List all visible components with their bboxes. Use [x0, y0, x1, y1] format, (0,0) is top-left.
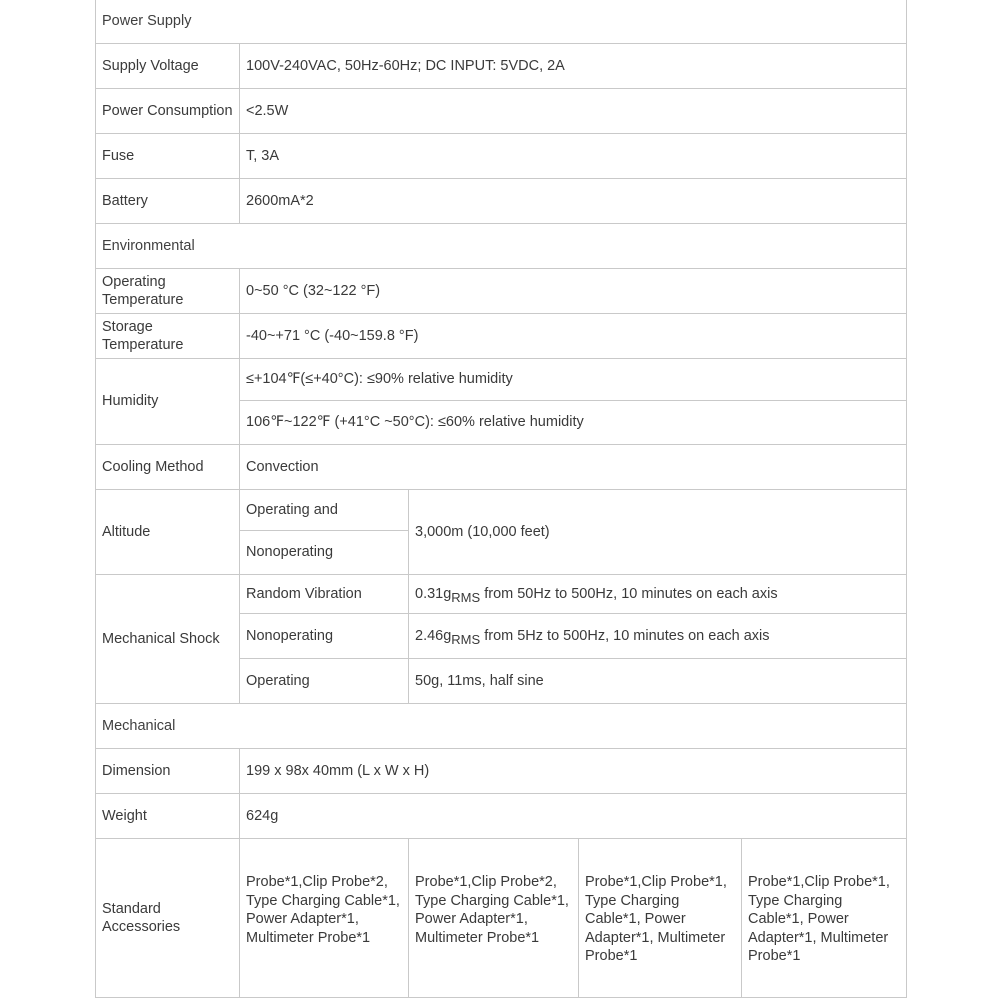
section-row-environmental — [96, 224, 907, 269]
label-cooling-method: Cooling Method — [96, 445, 240, 490]
label-battery: Battery — [96, 179, 240, 224]
value-fuse: T, 3A — [240, 134, 907, 179]
value-cooling-method: Convection — [240, 445, 907, 490]
label-weight: Weight — [96, 794, 240, 839]
value-nonoperating-post: from 5Hz to 500Hz, 10 minutes on each axis — [480, 627, 770, 644]
label-storage-temperature: Storage Temperature — [96, 314, 240, 359]
value-random-vibration — [409, 575, 907, 614]
value-random-vibration-rms: RMS — [451, 589, 481, 605]
value-humidity-2: 106℉~122℉ (+41°C ~50°C): ≤60% relative humidity — [240, 401, 907, 445]
sublabel-altitude-nonoperating: Nonoperating — [240, 531, 409, 575]
section-heading-power-supply: Power Supply — [96, 0, 907, 44]
label-fuse: Fuse — [96, 134, 240, 179]
spec-row-dimension — [96, 749, 907, 794]
value-operating-temperature: 0~50 °C (32~122 °F) — [240, 269, 907, 314]
spec-row-power-consumption — [96, 89, 907, 134]
spec-row-storage-temperature — [96, 314, 907, 359]
spec-row-humidity — [96, 359, 907, 401]
spec-row-altitude — [96, 490, 907, 531]
value-accessories-2: Probe*1,Clip Probe*2, Type Charging Cable*1, Power Adapter*1, Multimeter Probe*1 — [409, 839, 579, 998]
spec-row-random-vibration — [96, 575, 907, 614]
value-operating-shock: 50g, 11ms, half sine — [409, 659, 907, 704]
value-storage-temperature: -40~+71 °C (-40~159.8 °F) — [240, 314, 907, 359]
label-supply-voltage: Supply Voltage — [96, 44, 240, 89]
value-random-vibration-post: from 50Hz to 500Hz, 10 minutes on each axis — [480, 585, 778, 602]
label-power-consumption: Power Consumption — [96, 89, 240, 134]
spec-row-fuse — [96, 134, 907, 179]
value-nonoperating-pre: 2.46g — [415, 627, 452, 644]
value-dimension: 199 x 98x 40mm (L x W x H) — [240, 749, 907, 794]
section-heading-mechanical: Mechanical — [96, 704, 907, 749]
value-nonoperating-shock — [409, 614, 907, 659]
spec-row-battery — [96, 179, 907, 224]
value-random-vibration-pre: 0.31g — [415, 585, 452, 602]
sublabel-random-vibration: Random Vibration — [240, 575, 409, 614]
spec-row-supply-voltage — [96, 44, 907, 89]
sublabel-operating: Operating — [240, 659, 409, 704]
spec-row-cooling-method — [96, 445, 907, 490]
value-battery: 2600mA*2 — [240, 179, 907, 224]
label-mechanical-shock: Mechanical Shock — [96, 575, 240, 704]
value-nonoperating-rms: RMS — [451, 631, 481, 647]
value-humidity-1: ≤+104℉(≤+40°C): ≤90% relative humidity — [240, 359, 907, 401]
section-heading-environmental: Environmental — [96, 224, 907, 269]
value-accessories-3: Probe*1,Clip Probe*1, Type Charging Cable*1, Power Adapter*1, Multimeter Probe*1 — [579, 839, 742, 998]
value-power-consumption: <2.5W — [240, 89, 907, 134]
value-altitude: 3,000m (10,000 feet) — [409, 490, 907, 575]
sublabel-altitude-operating: Operating and — [240, 490, 409, 531]
spec-row-weight — [96, 794, 907, 839]
specifications-table — [95, 0, 907, 998]
value-weight: 624g — [240, 794, 907, 839]
label-dimension: Dimension — [96, 749, 240, 794]
sublabel-nonoperating: Nonoperating — [240, 614, 409, 659]
value-accessories-4: Probe*1,Clip Probe*1, Type Charging Cable*1, Power Adapter*1, Multimeter Probe*1 — [742, 839, 907, 998]
spec-row-operating-temperature — [96, 269, 907, 314]
section-row-mechanical — [96, 704, 907, 749]
label-standard-accessories: Standard Accessories — [96, 839, 240, 998]
value-accessories-1: Probe*1,Clip Probe*2, Type Charging Cable*1, Power Adapter*1, Multimeter Probe*1 — [240, 839, 409, 998]
section-row-power-supply — [96, 0, 907, 44]
label-humidity: Humidity — [96, 359, 240, 445]
spec-row-standard-accessories — [96, 839, 907, 998]
value-supply-voltage: 100V-240VAC, 50Hz-60Hz; DC INPUT: 5VDC, 2A — [240, 44, 907, 89]
label-altitude: Altitude — [96, 490, 240, 575]
label-operating-temperature: Operating Temperature — [96, 269, 240, 314]
